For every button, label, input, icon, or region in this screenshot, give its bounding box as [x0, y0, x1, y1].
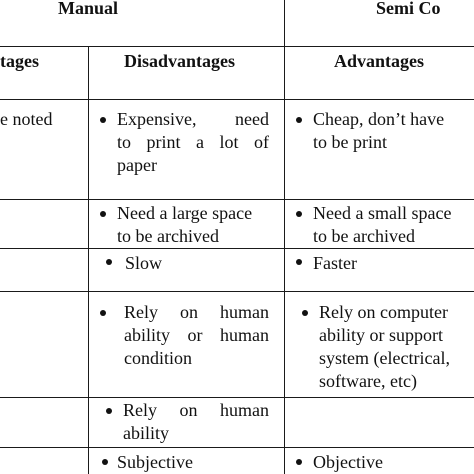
group-header-manual: Manual: [58, 0, 119, 18]
manual-disadvantage-cell: Rely on human ability or human condition: [124, 302, 269, 368]
bullet-icon: [302, 310, 308, 316]
bullet-icon: [296, 211, 302, 217]
column-header-manual-advantages: tages: [0, 51, 39, 71]
bullet-icon: [106, 408, 112, 414]
row-divider: [0, 99, 474, 100]
bullet-icon: [296, 117, 302, 123]
bullet-icon: [102, 459, 108, 465]
semi-advantage-cell: Objective: [313, 452, 383, 472]
bullet-icon: [100, 310, 106, 316]
semi-advantage-cell: Cheap, don’t have to be print: [313, 109, 445, 152]
manual-advantage-cell: e noted: [0, 109, 53, 129]
bullet-icon: [106, 259, 112, 265]
bullet-icon: [296, 459, 302, 465]
bullet-icon: [296, 259, 302, 265]
row-divider: [0, 447, 474, 448]
row-divider: [0, 199, 474, 200]
semi-advantage-cell: Faster: [313, 253, 357, 273]
manual-disadvantage-cell: Need a large space to be archived: [117, 203, 253, 246]
column-divider: [88, 46, 89, 474]
manual-disadvantage-cell: Expensive, need to print a lot of paper: [117, 109, 269, 175]
row-divider: [0, 248, 474, 249]
bullet-icon: [100, 211, 106, 217]
semi-advantage-cell: Need a small space to be archived: [313, 203, 452, 246]
manual-disadvantage-cell: Slow: [125, 253, 163, 273]
row-divider: [0, 46, 474, 47]
column-header-semi-advantages: Advantages: [334, 51, 425, 71]
row-divider: [0, 397, 474, 398]
row-divider: [0, 291, 474, 292]
manual-disadvantage-cell: Rely on human ability: [123, 400, 269, 443]
group-header-semi-computerized: Semi Co: [376, 0, 441, 18]
manual-disadvantage-cell: Subjective: [117, 452, 193, 472]
semi-advantage-cell: Rely on computer ability or support system (electrical, software, etc): [319, 302, 450, 391]
bullet-icon: [100, 117, 106, 123]
column-header-manual-disadvantages: Disadvantages: [124, 51, 236, 71]
